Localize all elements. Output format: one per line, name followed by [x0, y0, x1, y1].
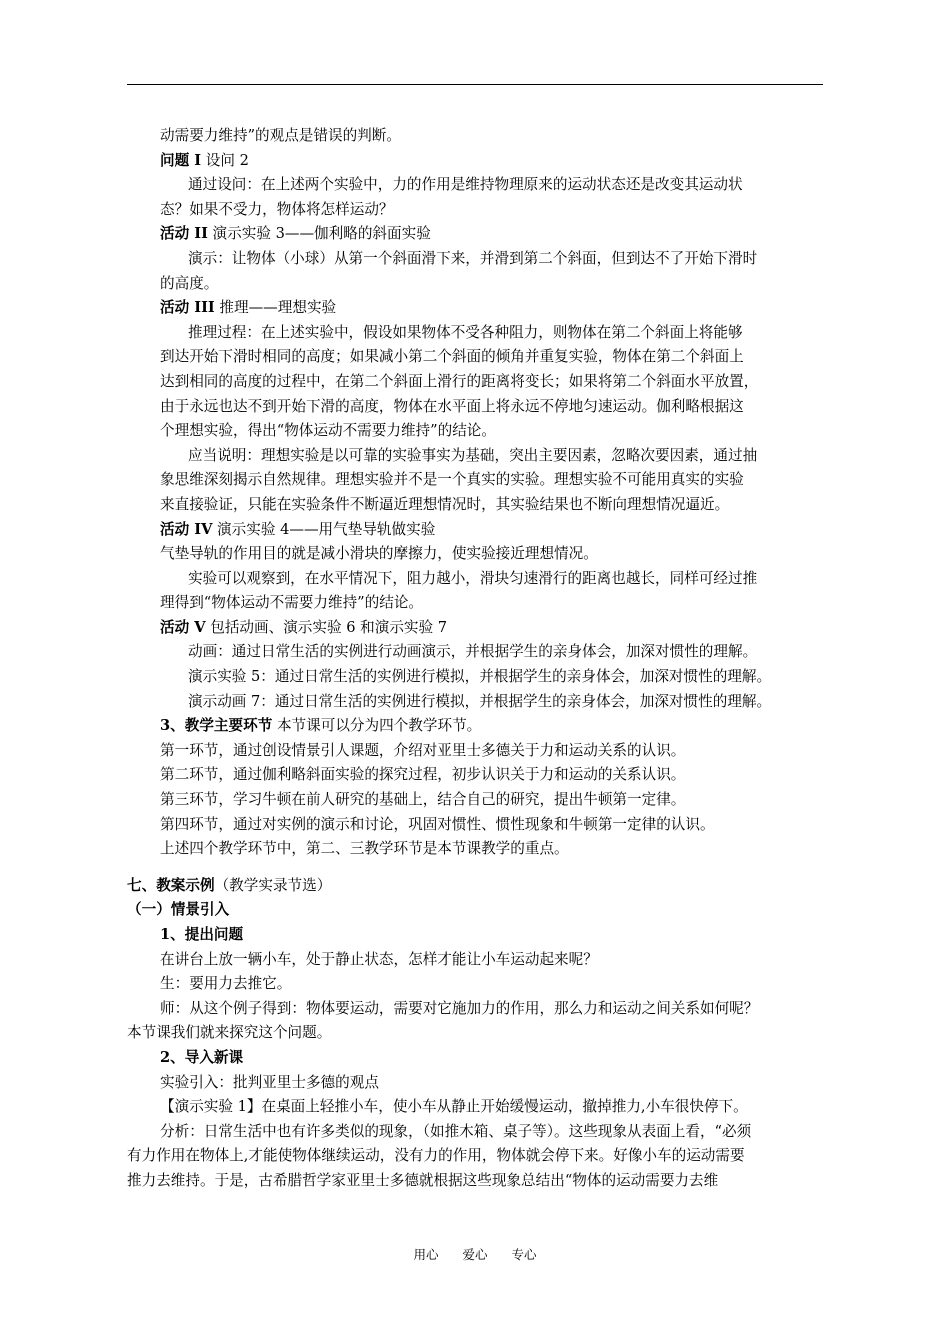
line-text: 推力去维持。于是，古希腊哲学家亚里士多德就根据这些现象总结出“物体的运动需要力去维: [127, 1171, 719, 1189]
heading-label: 2、导入新课: [160, 1048, 244, 1066]
text-line: [127, 345, 837, 370]
line-text: 分析：日常生活中也有许多类似的现象，（如推木箱、桌子等）。这些现象从表面上看，“必须: [160, 1122, 752, 1140]
line-text: 气垫导轨的作用目的就是减小滑块的摩擦力，使实验接近理想情况。: [160, 545, 598, 563]
line-text: 来直接验证，只能在实验条件不断逼近理想情况时，其实验结果也不断向理想情况逼近。: [160, 495, 730, 513]
text-line: [127, 419, 837, 444]
heading-line: [127, 149, 837, 174]
text-line: [127, 1144, 837, 1169]
text-line: [127, 763, 837, 788]
heading-label: 活动 III: [160, 299, 215, 317]
heading-label: 问题 I: [160, 151, 202, 169]
text-line: [127, 690, 837, 715]
line-text: 演示实验 4——用气垫导轨做实验: [212, 520, 436, 538]
heading-label: 1、提出问题: [160, 926, 244, 943]
heading-line: [127, 296, 837, 321]
text-line: [127, 591, 837, 616]
line-text: 演示动画 7：通过日常生活的实例进行模拟，并根据学生的亲身体会，加深对惯性的理解。: [188, 692, 772, 710]
line-text: 态？如果不受力，物体将怎样运动？: [160, 200, 394, 218]
line-text: 第四环节，通过对实例的演示和讨论，巩固对惯性、惯性现象和牛顿第一定律的认识。: [160, 815, 715, 833]
line-text: 实验可以观察到，在水平情况下，阻力越小，滑块匀速滑行的距离也越长，同样可经过推: [188, 569, 758, 587]
heading-line: [127, 898, 837, 923]
line-text: 通过设问：在上述两个实验中，力的作用是维持物理原来的运动状态还是改变其运动状: [188, 176, 743, 194]
heading-label: 活动 V: [160, 618, 206, 636]
line-text: 第一环节，通过创设情景引人课题，介绍对亚里士多德关于力和运动关系的认识。: [160, 741, 686, 759]
line-text: 有力作用在物体上,才能使物体继续运动，没有力的作用，物体就会停下来。好像小车的运动需要: [127, 1147, 745, 1165]
line-text: （教学实录节选）: [214, 876, 332, 894]
text-line: [127, 198, 837, 223]
line-text: 生：要用力去推它。: [160, 975, 292, 993]
text-line: [127, 948, 837, 973]
footer-word-3: 专心: [511, 1247, 537, 1262]
heading-line: [127, 923, 837, 948]
line-text: 【演示实验 1】在桌面上轻推小车，使小车从静止开始缓慢运动，撤掉推力,小车很快停下。: [160, 1098, 748, 1116]
text-line: [127, 837, 837, 862]
line-text: 的高度。: [160, 274, 219, 292]
heading-line: [127, 518, 837, 543]
line-text: 象思维深刻揭示自然规律。理想实验并不是一个真实的实验。理想实验不可能用真实的实验: [160, 471, 744, 489]
text-line: [127, 173, 837, 198]
text-line: [127, 997, 837, 1022]
heading-line: [127, 1046, 837, 1071]
line-text: 在讲台上放一辆小车，处于静止状态，怎样才能让小车运动起来呢？: [160, 950, 598, 968]
line-text: 推理过程：在上述实验中，假设如果物体不受各种阻力，则物体在第二个斜面上将能够: [188, 323, 743, 341]
text-line: [127, 272, 837, 297]
heading-label: （一）情景引入: [127, 901, 230, 919]
section-spacer: [127, 862, 837, 874]
footer-word-2: 爱心: [462, 1247, 488, 1262]
text-line: [127, 468, 837, 493]
text-line: [127, 739, 837, 764]
line-text: 动画：通过日常生活的实例进行动画演示，并根据学生的亲身体会，加深对惯性的理解。: [188, 643, 758, 661]
text-line: [127, 1071, 837, 1096]
text-line: [127, 395, 837, 420]
line-text: 达到相同的高度的过程中，在第二个斜面上滑行的距离将变长；如果将第二个斜面水平放置，: [160, 372, 759, 390]
text-line: [127, 321, 837, 346]
footer-word-1: 用心: [413, 1247, 439, 1262]
text-line: [127, 444, 837, 469]
document-body: [127, 124, 837, 1194]
line-text: 第三环节，学习牛顿在前人研究的基础上，结合自己的研究，提出牛顿第一定律。: [160, 791, 686, 809]
line-text: 设问 2: [201, 151, 249, 169]
line-text: 个理想实验，得出“物体运动不需要力维持”的结论。: [160, 422, 496, 440]
line-text: 动需要力维持”的观点是错误的判断。: [160, 127, 401, 144]
heading-line: [127, 714, 837, 739]
heading-line: [127, 874, 837, 899]
text-line: [127, 788, 837, 813]
line-text: 演示实验 3——伽利略的斜面实验: [207, 225, 431, 243]
line-text: 包括动画、演示实验 6 和演示实验 7: [205, 618, 448, 636]
heading-line: [127, 616, 837, 641]
heading-label: 活动 II: [160, 225, 208, 243]
text-line: [127, 972, 837, 997]
line-text: 实验引入：批判亚里士多德的观点: [160, 1073, 379, 1091]
line-text: 由于永远也达不到开始下滑的高度，物体在水平面上将永远不停地匀速运动。伽利略根据这: [160, 397, 744, 415]
text-line: [127, 1095, 837, 1120]
line-text: 推理——理想实验: [214, 299, 337, 317]
text-line: [127, 493, 837, 518]
text-line: [127, 1169, 837, 1194]
heading-label: 活动 IV: [160, 520, 213, 538]
text-line: [127, 124, 837, 149]
page-footer: [0, 1247, 950, 1263]
text-line: [127, 567, 837, 592]
line-text: 演示实验 5：通过日常生活的实例进行模拟，并根据学生的亲身体会，加深对惯性的理解。: [188, 668, 772, 686]
heading-label: 3、教学主要环节: [160, 717, 273, 735]
line-text: 上述四个教学环节中，第二、三教学环节是本节课教学的重点。: [160, 840, 569, 858]
heading-label: 七、教案示例: [127, 876, 215, 894]
line-text: 到达开始下滑时相同的高度；如果减小第二个斜面的倾角并重复实验，物体在第二个斜面上: [160, 348, 744, 366]
text-line: [127, 1021, 837, 1046]
line-text: 第二环节，通过伽利略斜面实验的探究过程，初步认识关于力和运动的关系认识。: [160, 766, 686, 784]
text-line: [127, 1120, 837, 1145]
line-text: 演示：让物体（小球）从第一个斜面滑下来，并滑到第二个斜面，但到达不了开始下滑时: [188, 249, 758, 267]
header-rule: [127, 84, 823, 85]
text-line: [127, 640, 837, 665]
line-text: 理得到“物体运动不需要力维持”的结论。: [160, 594, 424, 612]
text-line: [127, 813, 837, 838]
text-line: [127, 370, 837, 395]
line-text: 应当说明：理想实验是以可靠的实验事实为基础，突出主要因素，忽略次要因素，通过抽: [188, 446, 758, 464]
text-line: [127, 247, 837, 272]
line-text: 本节课我们就来探究这个问题。: [127, 1024, 332, 1042]
line-text: 师：从这个例子得到：物体要运动，需要对它施加力的作用，那么力和运动之间关系如何呢？: [160, 999, 759, 1017]
line-text: 本节课可以分为四个教学环节。: [272, 717, 482, 735]
heading-line: [127, 222, 837, 247]
text-line: [127, 542, 837, 567]
text-line: [127, 665, 837, 690]
